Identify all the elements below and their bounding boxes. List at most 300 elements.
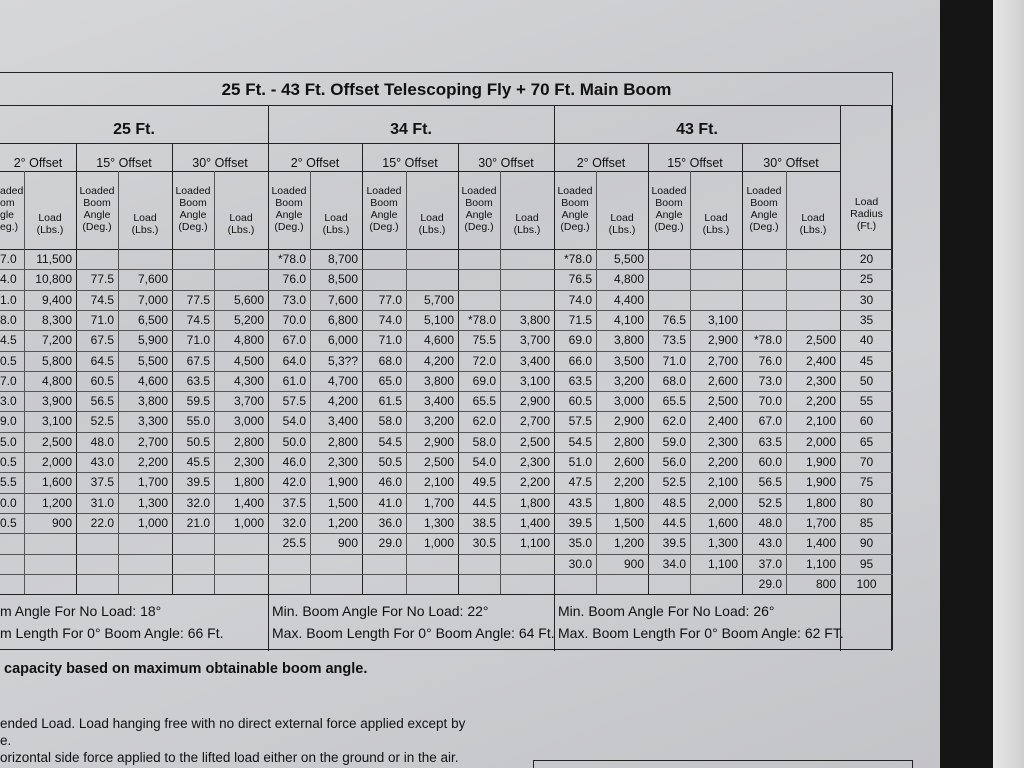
boom-angle-value: 38.5 [472, 515, 496, 530]
boom-angle-value: 69.0 [568, 333, 592, 348]
load-value: 3,700 [519, 333, 550, 348]
grid-hline [0, 310, 893, 311]
load-column-header: Load (Lbs.) [799, 212, 827, 236]
load-value: 2,500 [707, 394, 738, 409]
radius-value: 45 [859, 353, 874, 368]
offset-label: 15° Offset [96, 156, 152, 170]
boom-angle-value: 56.5 [758, 475, 782, 490]
boom-angle-value: 65.5 [472, 394, 496, 409]
boom-angle-value: 67.0 [758, 414, 782, 429]
boom-angle-value: 67.5 [90, 333, 114, 348]
boom-angle-value: 50.0 [282, 434, 306, 449]
boom-angle-value: 21.0 [186, 515, 210, 530]
grid-hline [0, 391, 893, 392]
load-chart-table [0, 72, 893, 650]
grid-hline [0, 371, 893, 372]
note-side-force: orizontal side force applied to the lifted load either on the ground or in the air. [0, 750, 459, 765]
boom-angle-value: 77.5 [186, 292, 210, 307]
boom-angle-value: 64.5 [90, 353, 114, 368]
boom-angle-value: 54.0 [282, 414, 306, 429]
load-value: 11,500 [36, 252, 72, 266]
boom-angle-value: 4.0 [0, 272, 17, 287]
boom-angle-value: 51.0 [568, 455, 592, 469]
boom-angle-value: 60.5 [90, 373, 114, 388]
load-column-header: Load (Lbs.) [227, 212, 255, 236]
boom-angle-value: 8.0 [0, 312, 17, 327]
boom-angle-value: 60.0 [758, 455, 782, 469]
boom-angle-value: 7.0 [0, 373, 17, 388]
load-value: 2,500 [805, 333, 836, 348]
grid-hline [268, 143, 554, 144]
boom-angle-value: 29.0 [758, 576, 782, 591]
radius-value: 95 [859, 556, 874, 571]
boom-angle-value: 72.0 [472, 353, 496, 368]
load-value: 2,200 [707, 455, 738, 469]
boom-angle-value: 37.5 [90, 475, 114, 490]
load-value: 1,600 [707, 515, 738, 530]
load-value: 3,200 [613, 373, 644, 388]
radius-value: 70 [859, 455, 874, 469]
load-value: 1,300 [423, 515, 454, 530]
boom-angle-value: 67.5 [186, 353, 210, 368]
angle-column-header: Loaded Boom Angle (Deg.) [651, 185, 687, 233]
boom-angle-value: 48.0 [758, 515, 782, 530]
radius-value: 75 [859, 475, 874, 490]
boom-angle-value: 61.5 [378, 394, 402, 409]
grid-hline [0, 472, 893, 473]
load-value: 2,800 [613, 434, 644, 449]
boom-angle-value: 39.5 [568, 515, 592, 530]
boom-angle-value: 59.5 [186, 394, 210, 409]
boom-angle-value: 43.0 [758, 536, 782, 551]
boom-angle-value: 48.0 [90, 434, 114, 449]
boom-angle-value: 32.0 [282, 515, 306, 530]
load-value: 4,700 [327, 373, 358, 388]
boom-angle-value: 58.0 [472, 434, 496, 449]
boom-angle-value: 50.5 [378, 455, 402, 469]
load-value: 1,900 [805, 455, 836, 469]
load-value: 1,900 [805, 475, 836, 490]
load-column-header: Load (Lbs.) [418, 212, 446, 236]
boom-angle-value: 57.5 [282, 394, 306, 409]
min-boom-angle-note: m Angle For No Load: 18° [0, 603, 162, 620]
load-value: 2,700 [707, 353, 738, 368]
load-value: 3,400 [327, 414, 358, 429]
load-column-header: Load (Lbs.) [513, 212, 541, 236]
boom-angle-value: 54.5 [378, 434, 402, 449]
boom-angle-value: 0.0 [0, 495, 17, 510]
grid-hline [0, 411, 893, 412]
boom-angle-value: 0.5 [0, 353, 17, 368]
load-value: 2,000 [805, 434, 836, 449]
load-value: 7,600 [137, 272, 168, 287]
load-value: 4,800 [233, 333, 264, 348]
boom-angle-value: 75.5 [472, 333, 496, 348]
load-value: 3,800 [137, 394, 168, 409]
load-value: 7,600 [327, 292, 358, 307]
min-boom-angle-note: Min. Boom Angle For No Load: 26° [558, 603, 775, 620]
boom-angle-value: 52.5 [90, 414, 114, 429]
load-value: 2,400 [707, 414, 738, 429]
load-value: 3,300 [137, 414, 168, 429]
load-value: 6,500 [137, 312, 168, 327]
boom-angle-value: 46.0 [378, 475, 402, 490]
load-value: 2,700 [137, 434, 168, 449]
boom-angle-value: *78.0 [277, 252, 306, 266]
load-value: 2,500 [423, 455, 454, 469]
load-value: 6,800 [327, 312, 358, 327]
load-value: 8,700 [327, 252, 358, 266]
radius-value: 25 [859, 272, 874, 287]
boom-angle-value: 52.5 [662, 475, 686, 490]
load-value: 5,3?? [327, 353, 358, 368]
load-value: 3,400 [519, 353, 550, 368]
grid-hline [0, 513, 893, 514]
angle-column-header: Loaded Boom Angle (Deg.) [461, 185, 497, 233]
load-value: 2,300 [707, 434, 738, 449]
boom-angle-value: 31.0 [90, 495, 114, 510]
boom-angle-value: 42.0 [282, 475, 306, 490]
boom-angle-value: 71.0 [662, 353, 686, 368]
radius-value: 90 [859, 536, 874, 551]
load-value: 2,200 [613, 475, 644, 490]
boom-angle-value: 60.5 [568, 394, 592, 409]
load-value: 1,700 [423, 495, 454, 510]
grid-hline [0, 269, 893, 270]
load-value: 2,300 [805, 373, 836, 388]
load-value: 8,500 [327, 272, 358, 287]
grid-hline [554, 143, 840, 144]
load-value: 3,100 [707, 312, 738, 327]
boom-angle-value: 66.0 [568, 353, 592, 368]
load-value: 2,300 [327, 455, 358, 469]
boom-angle-value: 74.0 [378, 312, 402, 327]
load-value: 1,300 [137, 495, 168, 510]
boom-angle-value: 0.5 [0, 515, 17, 530]
load-value: 1,100 [707, 556, 738, 571]
frame-edge [940, 0, 995, 768]
load-value: 5,900 [137, 333, 168, 348]
boom-angle-value: 64.0 [282, 353, 306, 368]
offset-label: 15° Offset [667, 156, 723, 170]
boom-angle-value: 29.0 [378, 536, 402, 551]
boom-angle-value: 71.5 [568, 312, 592, 327]
load-value: 1,000 [137, 515, 168, 530]
load-value: 3,000 [613, 394, 644, 409]
boom-angle-value: 73.0 [758, 373, 782, 388]
angle-column-header: Loaded Boom Angle (Deg.) [175, 185, 211, 233]
angle-column-header: Loaded Boom Angle (Deg.) [746, 185, 782, 233]
load-value: 2,200 [519, 475, 550, 490]
offset-label: 2° Offset [13, 156, 63, 170]
load-value: 2,500 [41, 434, 72, 449]
offset-label: 2° Offset [576, 156, 626, 170]
boom-angle-value: 7.0 [0, 252, 17, 266]
load-value: 2,300 [519, 455, 550, 469]
load-value: 800 [815, 576, 836, 591]
max-boom-length-note: m Length For 0° Boom Angle: 66 Ft. [0, 625, 224, 642]
boom-angle-value: 30.5 [472, 536, 496, 551]
grid-hline [0, 594, 893, 595]
load-value: 5,600 [233, 292, 264, 307]
boom-angle-value: 49.5 [472, 475, 496, 490]
grid-hline [0, 452, 893, 453]
load-value: 3,800 [519, 312, 550, 327]
load-value: 2,200 [137, 455, 168, 469]
load-value: 10,800 [35, 272, 72, 287]
load-value: 5,200 [233, 312, 264, 327]
boom-angle-value: 56.5 [90, 394, 114, 409]
boom-angle-value: 63.5 [568, 373, 592, 388]
grid-hline [0, 105, 893, 106]
boom-angle-value: 54.0 [472, 455, 496, 469]
grid-hline [0, 554, 893, 555]
load-value: 1,300 [707, 536, 738, 551]
angle-column-header: aded om gle eg.) [0, 185, 24, 233]
load-value: 2,800 [327, 434, 358, 449]
lower-box [533, 760, 913, 768]
max-boom-length-note: Max. Boom Length For 0° Boom Angle: 62 FT. [558, 625, 844, 642]
load-value: 3,900 [41, 394, 72, 409]
boom-angle-value: 76.0 [758, 353, 782, 368]
boom-angle-value: 74.0 [568, 292, 592, 307]
chart-title: 25 Ft. - 43 Ft. Offset Telescoping Fly + 70 Ft. Main Boom [221, 80, 672, 99]
boom-angle-value: 62.0 [472, 414, 496, 429]
load-value: 1,600 [41, 475, 72, 490]
load-value: 3,800 [613, 333, 644, 348]
boom-angle-value: 30.0 [568, 556, 592, 571]
load-value: 2,200 [805, 394, 836, 409]
load-value: 2,100 [707, 475, 738, 490]
boom-angle-value: 39.5 [662, 536, 686, 551]
load-value: 2,600 [707, 373, 738, 388]
offset-label: 2° Offset [290, 156, 340, 170]
load-value: 3,700 [233, 394, 264, 409]
load-value: 3,000 [233, 414, 264, 429]
min-boom-angle-note: Min. Boom Angle For No Load: 22° [272, 603, 489, 620]
grid-hline [0, 574, 893, 575]
boom-angle-value: 70.0 [282, 312, 306, 327]
boom-angle-value: 44.5 [472, 495, 496, 510]
boom-angle-value: 74.5 [186, 312, 210, 327]
load-value: 1,200 [327, 515, 358, 530]
grid-hline [0, 249, 893, 250]
boom-angle-value: 71.0 [186, 333, 210, 348]
boom-angle-value: *78.0 [753, 333, 782, 348]
load-value: 2,900 [613, 414, 644, 429]
load-value: 3,400 [423, 394, 454, 409]
load-value: 4,800 [41, 373, 72, 388]
boom-angle-value: 0.5 [0, 455, 17, 469]
radius-value: 100 [856, 576, 877, 591]
angle-column-header: Loaded Boom Angle (Deg.) [366, 185, 402, 233]
boom-angle-value: 68.0 [662, 373, 686, 388]
boom-angle-value: 61.0 [282, 373, 306, 388]
boom-angle-value: 56.0 [662, 455, 686, 469]
boom-angle-value: 4.5 [0, 333, 17, 348]
boom-angle-value: 1.0 [0, 292, 17, 307]
load-value: 9,400 [41, 292, 72, 307]
load-value: 2,100 [805, 414, 836, 429]
load-value: 2,400 [805, 353, 836, 368]
radius-value: 50 [859, 373, 874, 388]
boom-angle-value: 62.0 [662, 414, 686, 429]
boom-angle-value: 54.5 [568, 434, 592, 449]
boom-angle-value: 32.0 [186, 495, 210, 510]
load-value: 1,500 [327, 495, 358, 510]
load-value: 5,100 [423, 312, 454, 327]
radius-value: 20 [859, 252, 874, 266]
load-value: 4,400 [613, 292, 644, 307]
boom-length-label: 34 Ft. [390, 121, 432, 138]
boom-angle-value: 63.5 [186, 373, 210, 388]
boom-angle-value: 67.0 [282, 333, 306, 348]
load-value: 1,100 [805, 556, 836, 571]
boom-angle-value: 41.0 [378, 495, 402, 510]
boom-angle-value: 73.5 [662, 333, 686, 348]
load-value: 7,200 [41, 333, 72, 348]
boom-angle-value: 46.0 [282, 455, 306, 469]
boom-angle-value: 63.5 [758, 434, 782, 449]
boom-angle-value: 55.0 [186, 414, 210, 429]
boom-angle-value: *78.0 [563, 252, 592, 266]
radius-column-header: Load Radius (Ft.) [850, 196, 883, 232]
offset-label: 30° Offset [192, 156, 248, 170]
boom-angle-value: 76.5 [662, 312, 686, 327]
note-suspended-load: ended Load. Load hanging free with no direct external force applied except by [0, 716, 466, 731]
load-value: 3,200 [423, 414, 454, 429]
load-value: 1,800 [805, 495, 836, 510]
boom-angle-value: 65.5 [662, 394, 686, 409]
load-value: 1,200 [613, 536, 644, 551]
load-value: 2,700 [519, 414, 550, 429]
boom-angle-value: 69.0 [472, 373, 496, 388]
load-value: 4,600 [137, 373, 168, 388]
boom-angle-value: 73.0 [282, 292, 306, 307]
load-value: 2,800 [233, 434, 264, 449]
load-value: 4,200 [327, 394, 358, 409]
boom-angle-value: 77.5 [90, 272, 114, 287]
load-value: 3,100 [41, 414, 72, 429]
boom-angle-value: 35.0 [568, 536, 592, 551]
load-value: 2,100 [423, 475, 454, 490]
load-value: 3,500 [613, 353, 644, 368]
load-value: 900 [337, 536, 358, 551]
load-value: 1,200 [41, 495, 72, 510]
boom-angle-value: 77.0 [378, 292, 402, 307]
load-column-header: Load (Lbs.) [322, 212, 350, 236]
load-value: 1,000 [233, 515, 264, 530]
load-value: 1,100 [519, 536, 550, 551]
load-value: 1,500 [613, 515, 644, 530]
radius-value: 30 [859, 292, 874, 307]
offset-label: 30° Offset [763, 156, 819, 170]
load-value: 4,800 [613, 272, 644, 287]
load-value: 2,600 [613, 455, 644, 469]
boom-length-label: 43 Ft. [676, 121, 718, 138]
load-value: 1,400 [519, 515, 550, 530]
boom-angle-value: 76.0 [282, 272, 306, 287]
load-value: 7,000 [137, 292, 168, 307]
load-value: 4,100 [613, 312, 644, 327]
boom-angle-value: 37.5 [282, 495, 306, 510]
boom-angle-value: 71.0 [90, 312, 114, 327]
load-value: 6,000 [327, 333, 358, 348]
load-value: 2,000 [707, 495, 738, 510]
load-value: 1,800 [233, 475, 264, 490]
grid-hline [0, 143, 268, 144]
load-value: 1,800 [519, 495, 550, 510]
load-value: 1,400 [805, 536, 836, 551]
load-value: 1,700 [137, 475, 168, 490]
grid-hline [0, 290, 893, 291]
grid-hline [0, 493, 893, 494]
boom-angle-value: 5.5 [0, 475, 17, 490]
load-column-header: Load (Lbs.) [608, 212, 636, 236]
load-value: 5,800 [41, 353, 72, 368]
load-value: 900 [623, 556, 644, 571]
angle-column-header: Loaded Boom Angle (Deg.) [557, 185, 593, 233]
radius-value: 35 [859, 312, 874, 327]
boom-angle-value: 70.0 [758, 394, 782, 409]
boom-angle-value: 43.5 [568, 495, 592, 510]
note-suspended-load-cont: e. [0, 733, 12, 748]
boom-angle-value: 34.0 [662, 556, 686, 571]
max-boom-length-note: Max. Boom Length For 0° Boom Angle: 64 Ft. [272, 625, 555, 642]
angle-column-header: Loaded Boom Angle (Deg.) [271, 185, 307, 233]
boom-angle-value: 74.5 [90, 292, 114, 307]
boom-angle-value: 76.5 [568, 272, 592, 287]
radius-value: 60 [859, 414, 874, 429]
grid-hline [0, 351, 893, 352]
load-value: 1,700 [805, 515, 836, 530]
boom-angle-value: 48.5 [662, 495, 686, 510]
boom-length-label: 25 Ft. [113, 121, 155, 138]
radius-value: 55 [859, 394, 874, 409]
load-value: 3,100 [519, 373, 550, 388]
load-value: 900 [51, 515, 72, 530]
grid-hline [0, 533, 893, 534]
radius-value: 65 [859, 434, 874, 449]
boom-angle-value: 43.0 [90, 455, 114, 469]
load-value: 2,900 [707, 333, 738, 348]
grid-hline [0, 171, 840, 172]
boom-angle-value: 65.0 [378, 373, 402, 388]
load-value: 2,500 [519, 434, 550, 449]
boom-angle-value: 59.0 [662, 434, 686, 449]
boom-angle-value: 68.0 [378, 353, 402, 368]
boom-angle-value: 37.0 [758, 556, 782, 571]
boom-angle-value: 44.5 [662, 515, 686, 530]
boom-angle-value: 25.5 [282, 536, 306, 551]
load-value: 5,500 [613, 252, 644, 266]
load-value: 5,700 [423, 292, 454, 307]
load-column-header: Load (Lbs.) [131, 212, 159, 236]
offset-label: 15° Offset [382, 156, 438, 170]
boom-angle-value: *78.0 [467, 312, 496, 327]
load-value: 3,800 [423, 373, 454, 388]
radius-value: 40 [859, 333, 874, 348]
grid-hline [0, 432, 893, 433]
load-column-header: Load (Lbs.) [36, 212, 64, 236]
note-capacity: capacity based on maximum obtainable boom angle. [4, 661, 368, 677]
load-value: 2,000 [41, 455, 72, 469]
load-value: 1,000 [423, 536, 454, 551]
boom-angle-value: 39.5 [186, 475, 210, 490]
radius-value: 85 [859, 515, 874, 530]
boom-angle-value: 50.5 [186, 434, 210, 449]
load-value: 8,300 [41, 312, 72, 327]
